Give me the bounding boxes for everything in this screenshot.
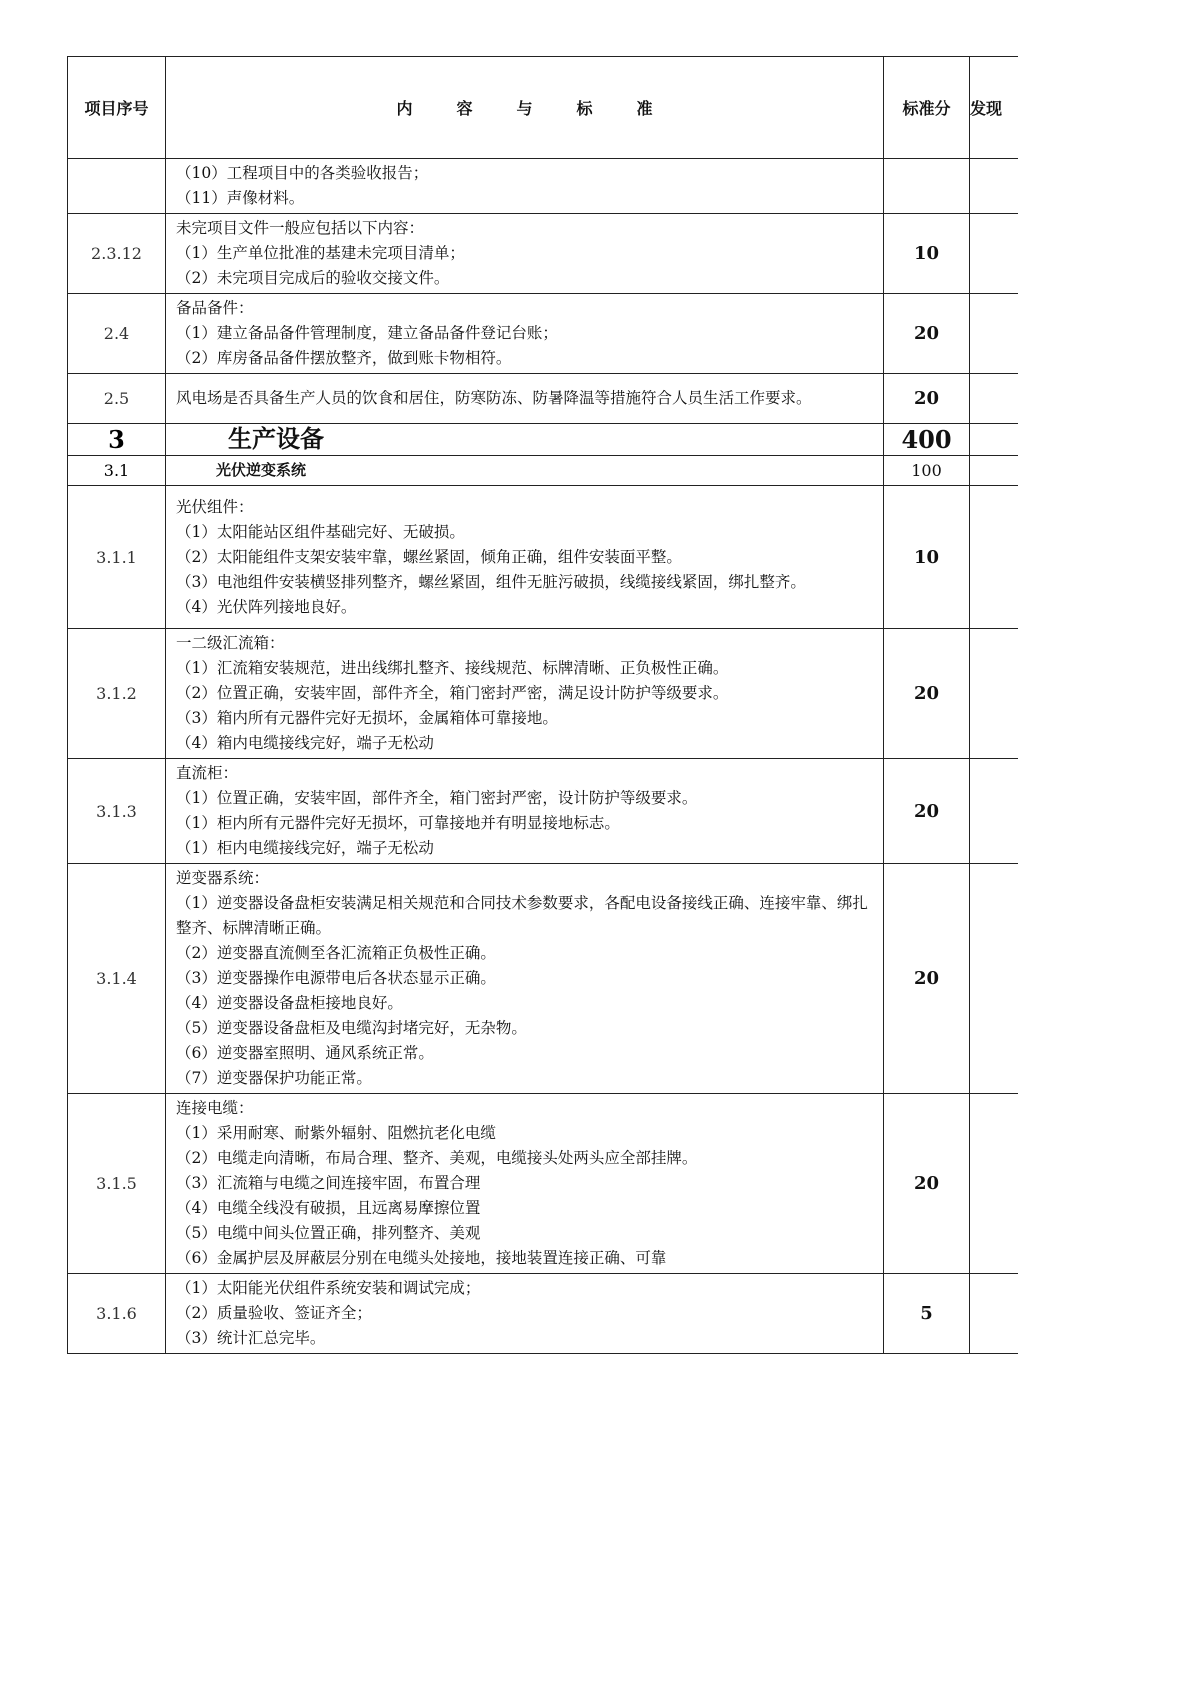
criteria-line: （1）柜内所有元器件完好无损坏，可靠接地并有明显接地标志。 bbox=[176, 814, 620, 832]
item-number: 3 bbox=[68, 424, 166, 456]
item-number: 3.1.6 bbox=[68, 1274, 166, 1354]
item-number: 3.1.5 bbox=[68, 1094, 166, 1274]
criteria-line: （3）汇流箱与电缆之间连接牢固，布置合理 bbox=[176, 1174, 481, 1192]
header-item-number: 项目序号 bbox=[68, 57, 166, 159]
header-content-standard bbox=[166, 57, 884, 159]
criteria-content bbox=[166, 214, 884, 294]
criteria-line: （1）汇流箱安装规范，进出线绑扎整齐、接线规范、标牌清晰、正负极性正确。 bbox=[176, 659, 729, 677]
item-number bbox=[68, 159, 166, 214]
table-row bbox=[68, 486, 1018, 629]
standards-table bbox=[67, 56, 1018, 1354]
criteria-line: （1）位置正确，安装牢固，部件齐全，箱门密封严密，设计防护等级要求。 bbox=[176, 789, 698, 807]
found-cell bbox=[970, 424, 1018, 456]
criteria-line: （1）柜内电缆接线完好，端子无松动 bbox=[176, 839, 434, 857]
table-row bbox=[68, 374, 1018, 424]
standard-score: 20 bbox=[884, 629, 970, 759]
found-cell bbox=[970, 1274, 1018, 1354]
criteria-line: 一二级汇流箱： bbox=[176, 634, 285, 652]
table-row bbox=[68, 159, 1018, 214]
item-number: 3.1.1 bbox=[68, 486, 166, 629]
criteria-content bbox=[166, 629, 884, 759]
criteria-content bbox=[166, 1094, 884, 1274]
criteria-line: （3）统计汇总完毕。 bbox=[176, 1329, 326, 1347]
criteria-line: （11）声像材料。 bbox=[176, 189, 305, 207]
criteria-content bbox=[166, 1274, 884, 1354]
item-number: 2.3.12 bbox=[68, 214, 166, 294]
criteria-line: 逆变器系统： bbox=[176, 869, 270, 887]
criteria-line: 风电场是否具备生产人员的饮食和居住，防寒防冻、防暑降温等措施符合人员生活工作要求。 bbox=[176, 389, 812, 407]
table-row bbox=[68, 456, 1018, 486]
standard-score: 20 bbox=[884, 1094, 970, 1274]
criteria-line: （10）工程项目中的各类验收报告； bbox=[176, 164, 429, 182]
found-cell bbox=[970, 1094, 1018, 1274]
criteria-line: 未完项目文件一般应包括以下内容： bbox=[176, 219, 425, 237]
table-row bbox=[68, 629, 1018, 759]
standard-score: 400 bbox=[884, 424, 970, 456]
item-number: 3.1.3 bbox=[68, 759, 166, 864]
criteria-line: （1）生产单位批准的基建未完项目清单； bbox=[176, 244, 465, 262]
header-content-char: 标 bbox=[576, 99, 593, 118]
item-number: 2.4 bbox=[68, 294, 166, 374]
criteria-line: （5）逆变器设备盘柜及电缆沟封堵完好，无杂物。 bbox=[176, 1019, 527, 1037]
criteria-line: （5）电缆中间头位置正确，排列整齐、美观 bbox=[176, 1224, 481, 1242]
header-content-char: 准 bbox=[636, 99, 653, 118]
found-cell bbox=[970, 759, 1018, 864]
criteria-line: （2）位置正确，安装牢固，部件齐全，箱门密封严密，满足设计防护等级要求。 bbox=[176, 684, 729, 702]
table-row bbox=[68, 759, 1018, 864]
header-content-char: 内 bbox=[396, 99, 413, 118]
criteria-content bbox=[166, 374, 884, 424]
criteria-line: （4）光伏阵列接地良好。 bbox=[176, 597, 357, 616]
found-cell bbox=[970, 629, 1018, 759]
found-cell bbox=[970, 374, 1018, 424]
standard-score: 20 bbox=[884, 864, 970, 1094]
header-found: 发现 bbox=[970, 57, 1018, 159]
criteria-content bbox=[166, 159, 884, 214]
criteria-line: （1）采用耐寒、耐紫外辐射、阻燃抗老化电缆 bbox=[176, 1124, 496, 1142]
found-cell bbox=[970, 486, 1018, 629]
criteria-line: （1）太阳能光伏组件系统安装和调试完成； bbox=[176, 1279, 481, 1297]
standard-score: 10 bbox=[884, 486, 970, 629]
header-content-char: 容 bbox=[456, 99, 473, 118]
found-cell bbox=[970, 294, 1018, 374]
header-content-char: 与 bbox=[516, 99, 533, 118]
standard-score: 20 bbox=[884, 294, 970, 374]
criteria-content bbox=[166, 294, 884, 374]
criteria-content bbox=[166, 759, 884, 864]
criteria-line: （6）逆变器室照明、通风系统正常。 bbox=[176, 1044, 434, 1062]
criteria-content bbox=[166, 864, 884, 1094]
section-title: 生产设备 bbox=[166, 424, 884, 456]
criteria-line: （3）电池组件安装横竖排列整齐，螺丝紧固，组件无脏污破损，线缆接线紧固，绑扎整齐。 bbox=[176, 572, 806, 591]
standard-score: 10 bbox=[884, 214, 970, 294]
criteria-line: （3）箱内所有元器件完好无损坏，金属箱体可靠接地。 bbox=[176, 709, 558, 727]
standard-score: 5 bbox=[884, 1274, 970, 1354]
table-row bbox=[68, 864, 1018, 1094]
criteria-line: （2）太阳能组件支架安装牢靠，螺丝紧固，倾角正确，组件安装面平整。 bbox=[176, 547, 682, 566]
table-row bbox=[68, 1094, 1018, 1274]
criteria-line: （1）建立备品备件管理制度，建立备品备件登记台账； bbox=[176, 324, 558, 342]
criteria-line: 光伏组件： bbox=[176, 497, 254, 516]
criteria-content bbox=[166, 486, 884, 629]
found-cell bbox=[970, 159, 1018, 214]
criteria-line: 备品备件： bbox=[176, 299, 254, 317]
item-number: 3.1.4 bbox=[68, 864, 166, 1094]
standard-score: 20 bbox=[884, 759, 970, 864]
table-row bbox=[68, 214, 1018, 294]
found-cell bbox=[970, 864, 1018, 1094]
criteria-line: （7）逆变器保护功能正常。 bbox=[176, 1069, 372, 1087]
criteria-line: （6）金属护层及屏蔽层分别在电缆头处接地，接地装置连接正确、可靠 bbox=[176, 1249, 667, 1267]
criteria-line: 连接电缆： bbox=[176, 1099, 254, 1117]
criteria-line: （4）箱内电缆接线完好，端子无松动 bbox=[176, 734, 434, 752]
table-row bbox=[68, 294, 1018, 374]
table-header-row bbox=[68, 57, 1018, 159]
table-row bbox=[68, 1274, 1018, 1354]
item-number: 3.1 bbox=[68, 456, 166, 486]
found-cell bbox=[970, 214, 1018, 294]
criteria-line: （2）库房备品备件摆放整齐，做到账卡物相符。 bbox=[176, 349, 512, 367]
criteria-line: 直流柜： bbox=[176, 764, 239, 782]
criteria-line: （4）电缆全线没有破损，且远离易摩擦位置 bbox=[176, 1199, 481, 1217]
criteria-line: （3）逆变器操作电源带电后各状态显示正确。 bbox=[176, 969, 496, 987]
table-row bbox=[68, 424, 1018, 456]
criteria-line: （2）电缆走向清晰，布局合理、整齐、美观，电缆接头处两头应全部挂牌。 bbox=[176, 1149, 698, 1167]
criteria-line: （2）逆变器直流侧至各汇流箱正负极性正确。 bbox=[176, 944, 496, 962]
standard-score: 20 bbox=[884, 374, 970, 424]
criteria-line: （4）逆变器设备盘柜接地良好。 bbox=[176, 994, 403, 1012]
found-cell bbox=[970, 456, 1018, 486]
item-number: 3.1.2 bbox=[68, 629, 166, 759]
criteria-line: （2）质量验收、签证齐全； bbox=[176, 1304, 372, 1322]
criteria-line: （1）逆变器设备盘柜安装满足相关规范和合同技术参数要求，各配电设备接线正确、连接牢靠、绑扎整齐、标牌清晰正确。 bbox=[176, 894, 868, 937]
standard-score bbox=[884, 159, 970, 214]
standard-score: 100 bbox=[884, 456, 970, 486]
criteria-line: （1）太阳能站区组件基础完好、无破损。 bbox=[176, 522, 465, 541]
header-standard-score: 标准分 bbox=[884, 57, 970, 159]
section-title: 光伏逆变系统 bbox=[166, 456, 884, 486]
criteria-line: （2）未完项目完成后的验收交接文件。 bbox=[176, 269, 450, 287]
item-number: 2.5 bbox=[68, 374, 166, 424]
